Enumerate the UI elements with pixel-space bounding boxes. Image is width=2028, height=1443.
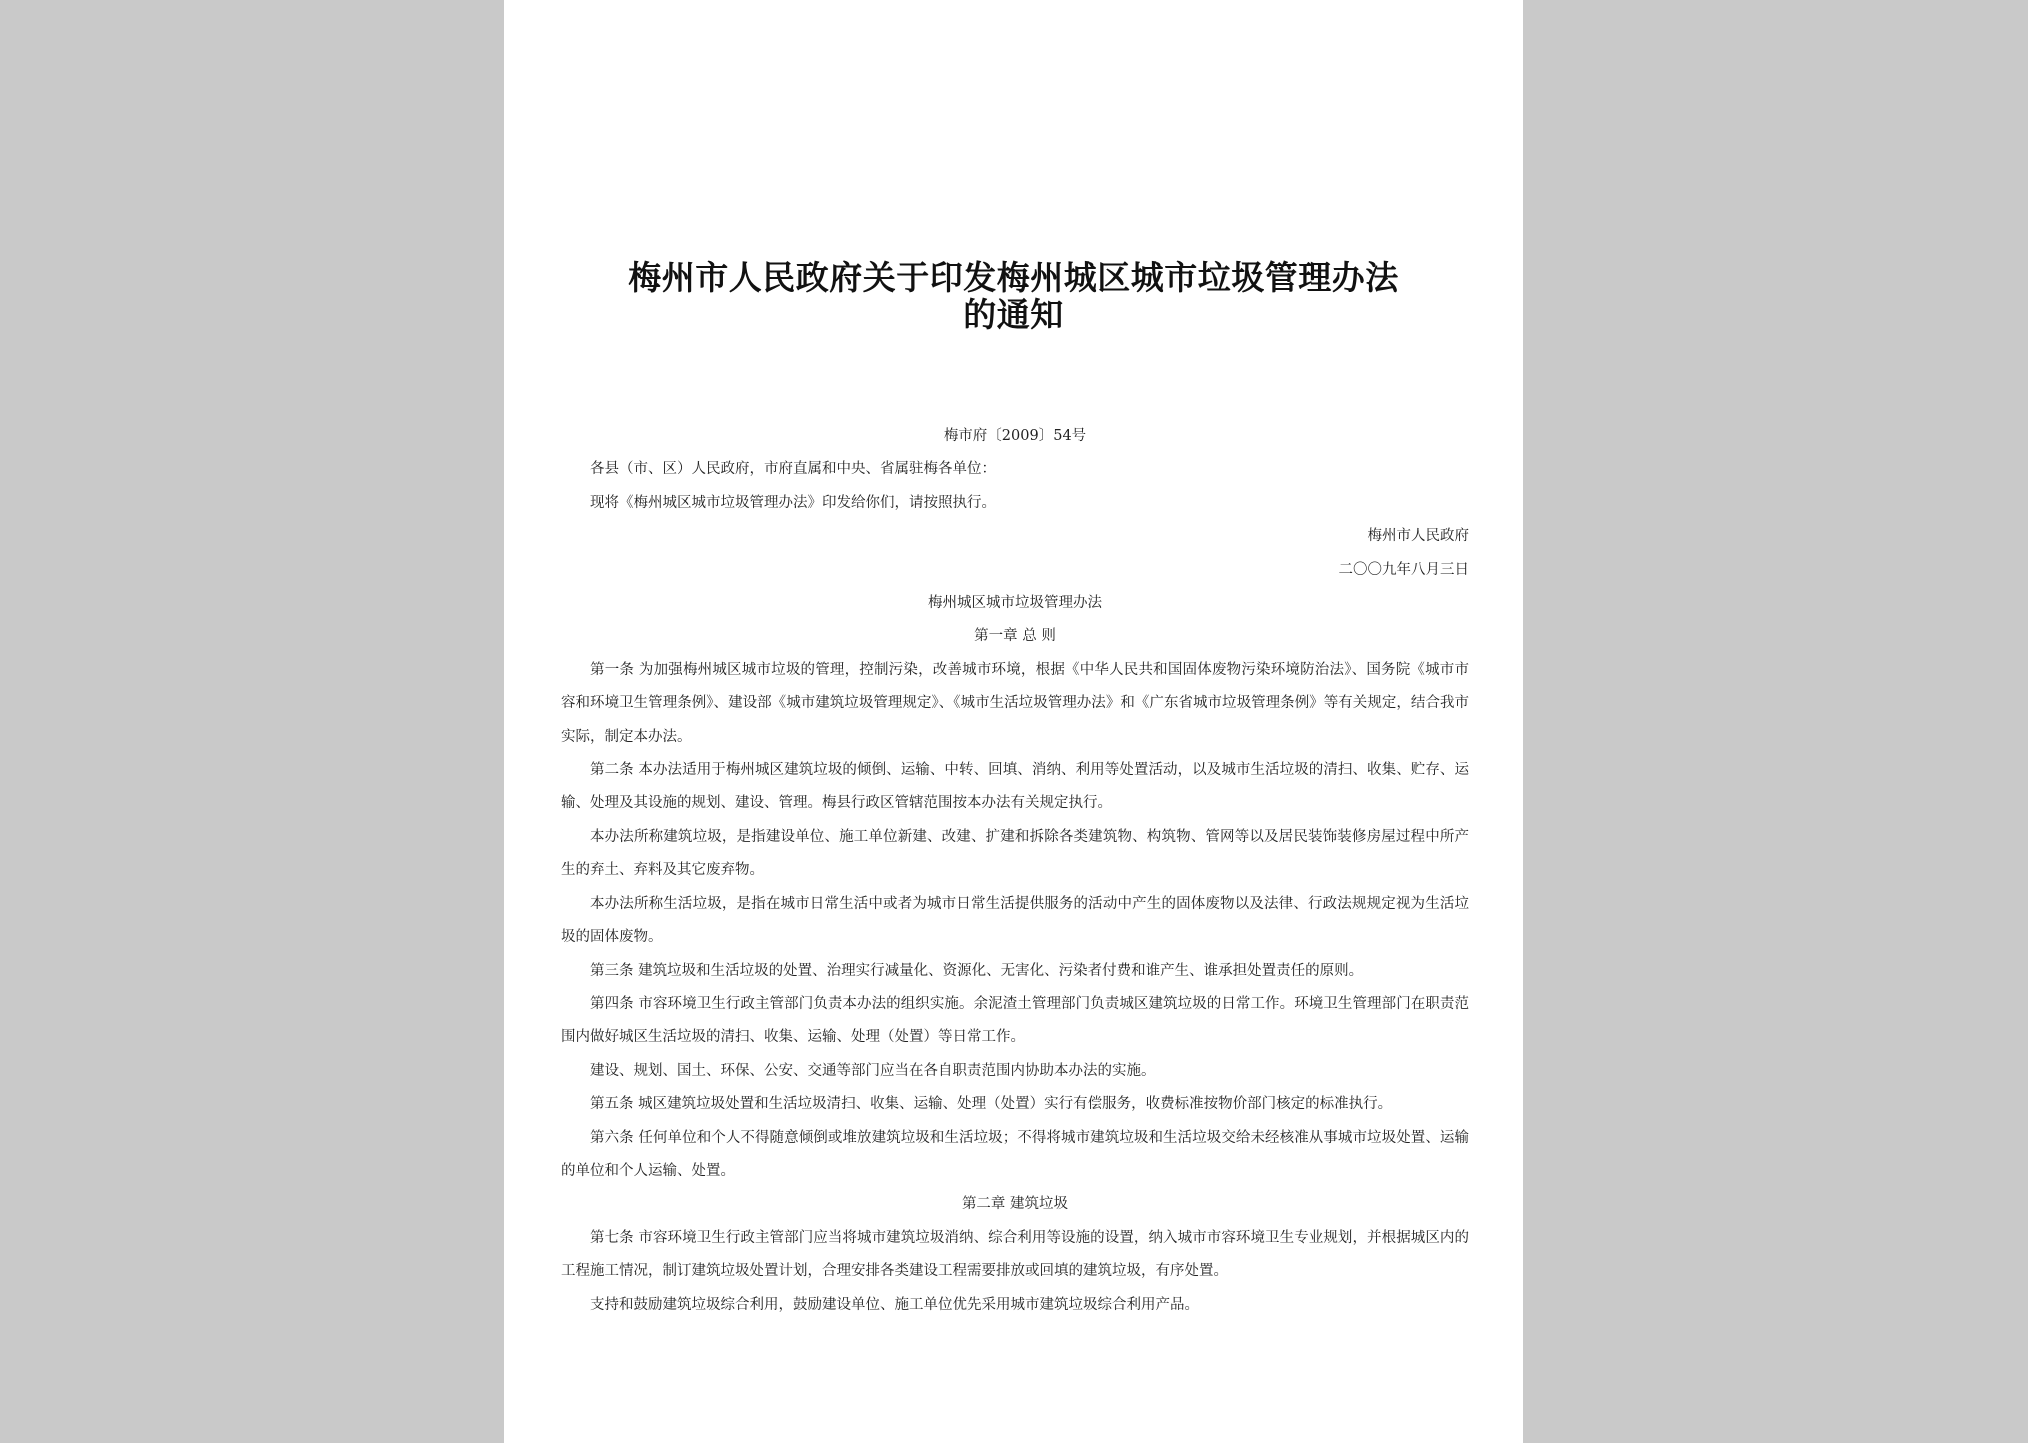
chapter-1-heading: 第一章 总 则	[974, 628, 1056, 645]
article-5: 第五条 城区建筑垃圾处置和生活垃圾清扫、收集、运输、处理（处置）实行有偿服务，收费标准按物价部门核定的标准执行。	[590, 1096, 1393, 1113]
article-3: 第三条 建筑垃圾和生活垃圾的处置、治理实行减量化、资源化、无害化、污染者付费和谁产生、谁承担处置责任的原则。	[590, 962, 1364, 979]
article-4: 第四条 市容环境卫生行政主管部门负责本办法的组织实施。余泥渣土管理部门负责城区建筑垃圾的日常工作。环境卫生管理部门在职责范围内做好城区生活垃圾的清扫、收集、运输、处理（处置）等日常工作。	[561, 995, 1469, 1046]
regulation-title: 梅州城区城市垃圾管理办法	[928, 595, 1102, 612]
issue-date: 二〇〇九年八月三日	[1338, 561, 1469, 578]
article-7: 第七条 市容环境卫生行政主管部门应当将城市建筑垃圾消纳、综合利用等设施的设置，纳入城市市容环境卫生专业规划，并根据城区内的工程施工情况，制订建筑垃圾处置计划，合理安排各类建设工程需要排放或回填的建筑垃圾，有序处置。	[561, 1229, 1469, 1280]
document-body	[561, 420, 1469, 1322]
chapter-2-heading: 第二章 建筑垃圾	[961, 1196, 1069, 1213]
document-page	[504, 0, 1523, 1443]
intro-paragraph: 现将《梅州城区城市垃圾管理办法》印发给你们，请按照执行。	[590, 494, 996, 511]
document-number: 梅市府〔2009〕54号	[943, 428, 1087, 444]
title-line-2: 的通知	[963, 295, 1064, 334]
article-6: 第六条 任何单位和个人不得随意倾倒或堆放建筑垃圾和生活垃圾；不得将城市建筑垃圾和生活垃圾交给未经核准从事城市垃圾处置、运输的单位和个人运输、处置。	[561, 1129, 1469, 1179]
document-title	[564, 259, 1463, 333]
household-waste-definition: 本办法所称生活垃圾，是指在城市日常生活中或者为城市日常生活提供服务的活动中产生的固体废物以及法律、行政法规规定视为生活垃圾的固体废物。	[561, 895, 1469, 946]
article-4-supplement: 建设、规划、国土、环保、公安、交通等部门应当在各自职责范围内协助本办法的实施。	[590, 1062, 1156, 1079]
construction-waste-definition: 本办法所称建筑垃圾，是指建设单位、施工单位新建、改建、扩建和拆除各类建筑物、构筑物、管网等以及居民装饰装修房屋过程中所产生的弃土、弃料及其它废弃物。	[561, 828, 1469, 879]
article-7-supplement: 支持和鼓励建筑垃圾综合利用，鼓励建设单位、施工单位优先采用城市建筑垃圾综合利用产品。	[590, 1296, 1199, 1313]
issuer: 梅州市人民政府	[1367, 528, 1469, 545]
addressee: 各县（市、区）人民政府，市府直属和中央、省属驻梅各单位：	[590, 461, 996, 478]
article-2: 第二条 本办法适用于梅州城区建筑垃圾的倾倒、运输、中转、回填、消纳、利用等处置活动，以及城市生活垃圾的清扫、收集、贮存、运输、处理及其设施的规划、建设、管理。梅县行政区管辖范围按本办法有关规定执行。	[561, 762, 1469, 812]
title-line-1: 梅州市人民政府关于印发梅州城区城市垃圾管理办法	[628, 258, 1399, 297]
article-1: 第一条 为加强梅州城区城市垃圾的管理，控制污染，改善城市环境，根据《中华人民共和国固体废物污染环境防治法》、国务院《城市市容和环境卫生管理条例》、建设部《城市建筑垃圾管理规定》、《城市生活垃圾管理办法》和《广东省城市垃圾管理条例》等有关规定，结合我市实际，制定本办法。	[561, 661, 1469, 745]
